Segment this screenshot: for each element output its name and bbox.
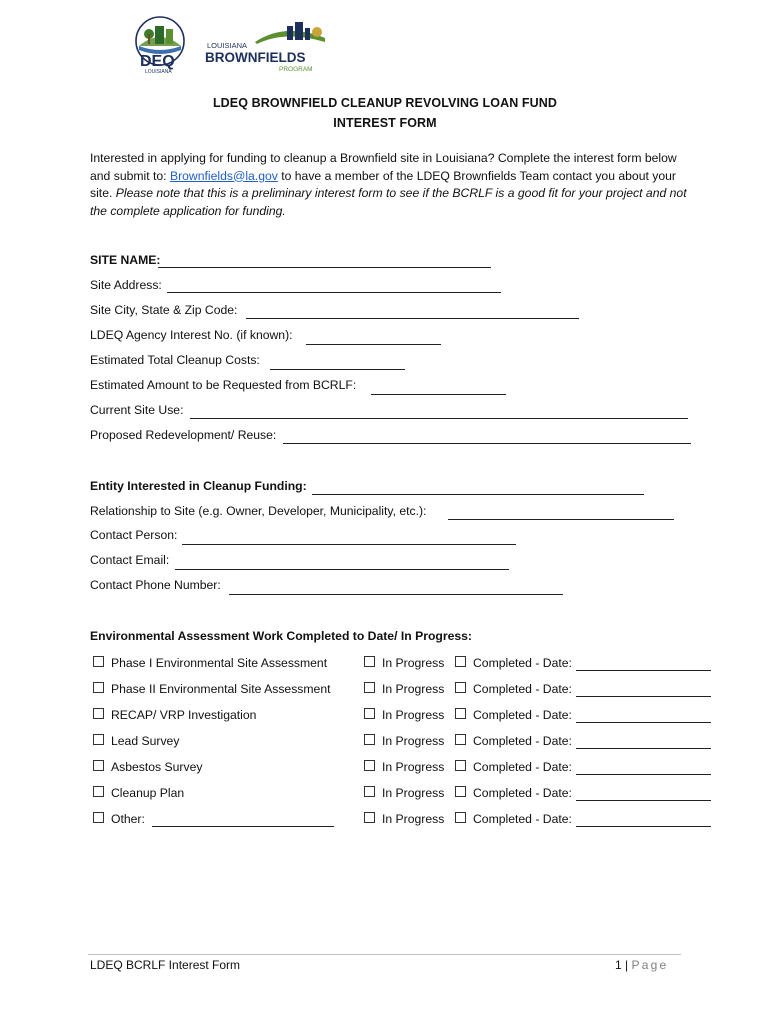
- entity-name-input[interactable]: [312, 494, 644, 495]
- in-progress-cell: [364, 733, 444, 749]
- item-cell: [93, 681, 330, 697]
- contact-email-field: [90, 552, 169, 568]
- form-title-line-2: INTEREST FORM: [333, 116, 437, 130]
- bf-logo-state: LOUISIANA: [207, 41, 248, 50]
- in-progress-checkbox[interactable]: [364, 708, 375, 719]
- completed-cell: [455, 733, 572, 749]
- brownfields-program-logo: [205, 20, 329, 74]
- contact-person-label: Contact Person:: [90, 528, 178, 542]
- item-label: Lead Survey: [111, 734, 180, 748]
- footer-divider: [88, 954, 681, 955]
- item-cell: [93, 785, 184, 801]
- site-address-field: [90, 277, 162, 293]
- item-label: Other:: [111, 812, 145, 826]
- completed-label: Completed - Date:: [473, 786, 572, 800]
- in-progress-checkbox[interactable]: [364, 812, 375, 823]
- assessment-row: [90, 785, 720, 801]
- completed-date-input[interactable]: [576, 800, 711, 801]
- intro-note: Please note that this is a preliminary interest form to see if the BCRLF is a good fit for your project and not the complete application for funding.: [90, 186, 687, 218]
- completed-label: Completed - Date:: [473, 760, 572, 774]
- item-checkbox[interactable]: [93, 786, 104, 797]
- city-state-zip-field: [90, 302, 237, 318]
- completed-date-input[interactable]: [576, 696, 711, 697]
- in-progress-checkbox[interactable]: [364, 656, 375, 667]
- current-use-label: Current Site Use:: [90, 403, 184, 417]
- completed-cell: [455, 681, 572, 697]
- completed-cell: [455, 811, 572, 827]
- completed-label: Completed - Date:: [473, 708, 572, 722]
- completed-checkbox[interactable]: [455, 656, 466, 667]
- cleanup-costs-field: [90, 352, 260, 368]
- in-progress-label: In Progress: [382, 812, 445, 826]
- page-number: 1: [615, 958, 622, 972]
- in-progress-cell: [364, 785, 444, 801]
- item-cell: [93, 733, 179, 749]
- agency-interest-input[interactable]: [306, 344, 441, 345]
- cleanup-costs-label: Estimated Total Cleanup Costs:: [90, 353, 260, 367]
- redevelopment-label: Proposed Redevelopment/ Reuse:: [90, 428, 277, 442]
- deq-logo-subtext: LOUISIANA: [145, 69, 172, 74]
- in-progress-checkbox[interactable]: [364, 682, 375, 693]
- completed-cell: [455, 707, 572, 723]
- bf-logo-program: PROGRAM: [279, 66, 313, 73]
- completed-checkbox[interactable]: [455, 760, 466, 771]
- completed-checkbox[interactable]: [455, 682, 466, 693]
- completed-date-input[interactable]: [576, 748, 711, 749]
- page-word: Page: [631, 958, 669, 972]
- redevelopment-input[interactable]: [283, 443, 691, 444]
- other-specify-input[interactable]: [152, 826, 334, 827]
- in-progress-cell: [364, 655, 444, 671]
- item-label: RECAP/ VRP Investigation: [111, 708, 257, 722]
- in-progress-label: In Progress: [382, 734, 445, 748]
- item-label: Phase II Environmental Site Assessment: [111, 682, 331, 696]
- completed-checkbox[interactable]: [455, 708, 466, 719]
- agency-interest-field: [90, 327, 293, 343]
- contact-phone-input[interactable]: [229, 594, 563, 595]
- in-progress-checkbox[interactable]: [364, 786, 375, 797]
- item-checkbox[interactable]: [93, 760, 104, 771]
- completed-date-input[interactable]: [576, 774, 711, 775]
- in-progress-cell: [364, 759, 444, 775]
- contact-email-input[interactable]: [175, 569, 509, 570]
- in-progress-cell: [364, 811, 444, 827]
- footer-form-name: LDEQ BCRLF Interest Form: [90, 958, 241, 972]
- completed-date-input[interactable]: [576, 826, 711, 827]
- amount-requested-input[interactable]: [371, 394, 506, 395]
- form-title-line-1: LDEQ BROWNFIELD CLEANUP REVOLVING LOAN FUND: [212, 96, 558, 110]
- redevelopment-field: [90, 427, 276, 443]
- assessment-heading-field: [90, 628, 472, 644]
- item-cell: [93, 811, 145, 827]
- deq-logo-text: DEQ: [140, 53, 175, 70]
- in-progress-checkbox[interactable]: [364, 734, 375, 745]
- entity-heading: Entity Interested in Cleanup Funding:: [90, 479, 307, 493]
- item-cell: [93, 655, 327, 671]
- completed-checkbox[interactable]: [455, 812, 466, 823]
- assessment-row: [90, 681, 720, 697]
- cleanup-costs-input[interactable]: [270, 369, 405, 370]
- site-name-field: [90, 252, 160, 268]
- completed-cell: [455, 785, 572, 801]
- completed-checkbox[interactable]: [455, 786, 466, 797]
- header-logos: [133, 16, 333, 76]
- relationship-label: Relationship to Site (e.g. Owner, Developer, Municipality, etc.):: [90, 504, 427, 518]
- entity-heading-field: [90, 478, 307, 494]
- item-cell: [93, 759, 202, 775]
- item-label: Phase I Environmental Site Assessment: [111, 656, 328, 670]
- city-state-zip-label: Site City, State & Zip Code:: [90, 303, 238, 317]
- relationship-field: [90, 503, 426, 519]
- item-checkbox[interactable]: [93, 812, 104, 823]
- completed-label: Completed - Date:: [473, 734, 572, 748]
- in-progress-checkbox[interactable]: [364, 760, 375, 771]
- completed-date-input[interactable]: [576, 670, 711, 671]
- site-name-label: SITE NAME:: [90, 253, 161, 267]
- current-use-input[interactable]: [190, 418, 688, 419]
- contact-phone-field: [90, 577, 221, 593]
- bf-logo-name: BROWNFIELDS: [205, 50, 306, 65]
- amount-requested-field: [90, 377, 356, 393]
- intro-text-2: to have a member of the LDEQ Brownfields Team contact you about your site.: [90, 168, 676, 200]
- assessment-row: [90, 759, 720, 775]
- item-checkbox[interactable]: [93, 682, 104, 693]
- completed-cell: [455, 759, 572, 775]
- current-use-field: [90, 402, 183, 418]
- site-address-label: Site Address:: [90, 278, 162, 292]
- in-progress-cell: [364, 681, 444, 697]
- site-name-input[interactable]: [158, 267, 491, 268]
- in-progress-label: In Progress: [382, 708, 445, 722]
- item-checkbox[interactable]: [93, 656, 104, 667]
- item-checkbox[interactable]: [93, 708, 104, 719]
- in-progress-label: In Progress: [382, 760, 445, 774]
- item-cell: [93, 707, 256, 723]
- completed-date-input[interactable]: [576, 722, 711, 723]
- in-progress-label: In Progress: [382, 682, 445, 696]
- agency-interest-label: LDEQ Agency Interest No. (if known):: [90, 328, 293, 342]
- footer-page-number: [615, 958, 668, 972]
- intro-text-1: Interested in applying for funding to cleanup a Brownfield site in Louisiana? Complete the interest form below and submit to:: [90, 151, 677, 183]
- relationship-input[interactable]: [448, 519, 674, 520]
- assessment-heading: Environmental Assessment Work Completed to Date/ In Progress:: [90, 629, 472, 643]
- item-checkbox[interactable]: [93, 734, 104, 745]
- completed-label: Completed - Date:: [473, 656, 572, 670]
- in-progress-label: In Progress: [382, 656, 445, 670]
- city-state-zip-input[interactable]: [246, 318, 579, 319]
- brownfields-email-link[interactable]: Brownfields@la.gov: [169, 168, 278, 183]
- completed-label: Completed - Date:: [473, 812, 572, 826]
- contact-email-label: Contact Email:: [90, 553, 170, 567]
- completed-label: Completed - Date:: [473, 682, 572, 696]
- assessment-row: [90, 811, 720, 827]
- amount-requested-label: Estimated Amount to be Requested from BCRLF:: [90, 378, 357, 392]
- page-separator: |: [625, 958, 629, 972]
- assessment-row: [90, 707, 720, 723]
- contact-person-input[interactable]: [182, 544, 516, 545]
- contact-person-field: [90, 527, 177, 543]
- contact-phone-label: Contact Phone Number:: [90, 578, 221, 592]
- assessment-row: [90, 655, 720, 671]
- assessment-row: [90, 733, 720, 749]
- site-address-input[interactable]: [167, 292, 501, 293]
- in-progress-label: In Progress: [382, 786, 445, 800]
- ldeq-logo: [133, 16, 193, 74]
- item-label: Cleanup Plan: [111, 786, 185, 800]
- intro-paragraph: [90, 150, 690, 220]
- in-progress-cell: [364, 707, 444, 723]
- completed-cell: [455, 655, 572, 671]
- completed-checkbox[interactable]: [455, 734, 466, 745]
- item-label: Asbestos Survey: [111, 760, 203, 774]
